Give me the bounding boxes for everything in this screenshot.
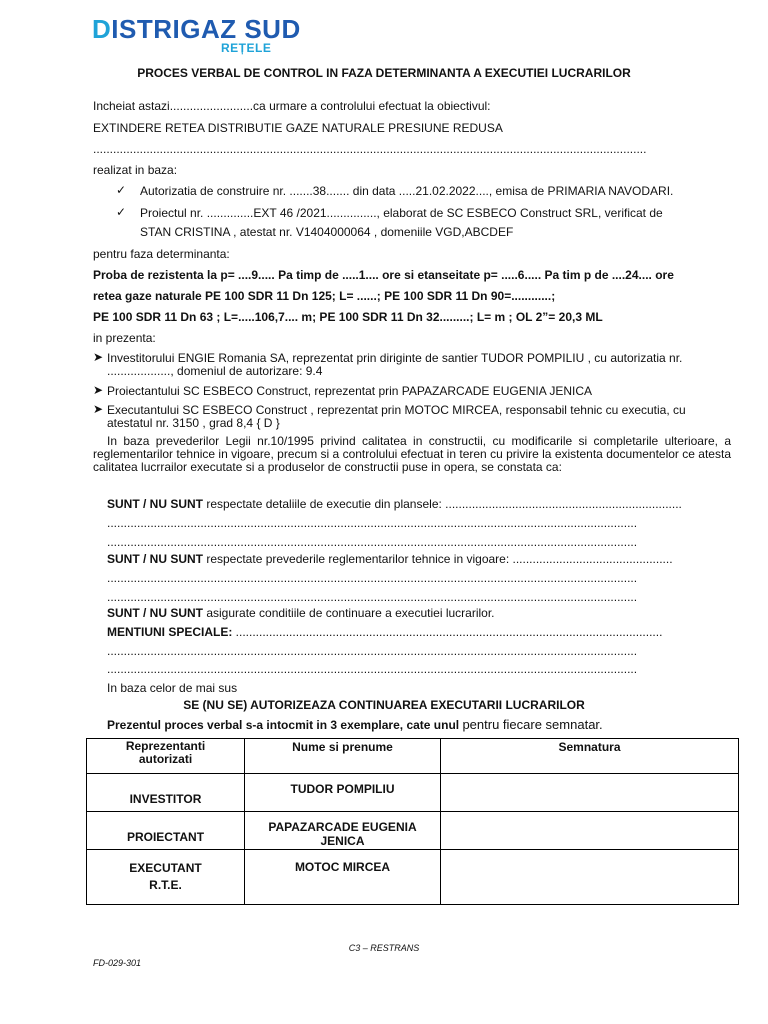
table-row (87, 774, 739, 812)
intro-line: Incheiat astazi.........................ca urmare a controlului efectuat la obiectivul: (93, 99, 491, 113)
sunt-text-1: respectate detaliile de executie din plansele: ....................................................................... (203, 497, 682, 511)
table-header-row (87, 739, 739, 774)
role-investor: INVESTITOR (87, 774, 245, 812)
dots-line: ............................................................................................................................................................... (107, 662, 638, 676)
signature-cell (441, 850, 739, 905)
investor-line-1: Investitorului ENGIE Romania SA, reprezentat prin diriginte de santier TUDOR POMPILIU , cu autorizatia nr. (107, 351, 683, 365)
logo-subtitle: REȚELE (221, 41, 272, 55)
dots-line: ...................................................................................................................................................................... (93, 142, 647, 156)
sunt-label: SUNT / NU SUNT (107, 552, 203, 566)
name-contractor: MOTOC MIRCEA (245, 850, 441, 905)
table-row (87, 850, 739, 905)
document-title: PROCES VERBAL DE CONTROL IN FAZA DETERMINANTA A EXECUTIEI LUCRARILOR (137, 66, 631, 80)
signature-cell (441, 812, 739, 850)
sunt-line-2 (107, 552, 673, 566)
header-representatives: Reprezentanti autorizati (87, 739, 245, 774)
presence-label: in prezenta: (93, 331, 156, 345)
contractor-line-1: Executantului SC ESBECO Construct , reprezentat prin MOTOC MIRCEA, responsabil tehnic cu executia, cu (107, 403, 686, 417)
realizat-line: realizat in baza: (93, 163, 178, 177)
table-row (87, 812, 739, 850)
copies-normal: pentru fiecare semnatar. (462, 717, 603, 732)
company-logo (92, 14, 301, 58)
role-contractor-line-2: R.T.E. (149, 878, 182, 892)
sunt-text-2: respectate prevederile reglementarilor tehnice in vigoare: ................................................ (203, 552, 673, 566)
footer-classification: C3 – RESTRANS (348, 943, 420, 953)
proba-line-3: PE 100 SDR 11 Dn 63 ; L=.....106,7.... m; PE 100 SDR 11 Dn 32.........; L= m ; OL 2”= 20,3 ML (93, 310, 603, 324)
copies-bold: Prezentul proces verbal s-a intocmit in 3 exemplare, cate unul (107, 718, 463, 732)
sunt-text-3: asigurate conditiile de continuare a executiei lucrarilor. (203, 606, 495, 620)
proba-line-1: Proba de rezistenta la p= ....9..... Pa timp de .....1.... ore si etanseitate p= .....6..... Pa tim p de ....24.... ore (93, 268, 674, 282)
project-line: Proiectul nr. ..............EXT 46 /2021..............., elaborat de SC ESBECO Construct SRL, verificat de (140, 206, 663, 220)
verifier-line: STAN CRISTINA , atestat nr. V1404000064 , domeniile VGD,ABCDEF (140, 225, 514, 239)
special-mentions-line (107, 625, 662, 639)
contractor-line-2: atestatul nr. 3150 , grad 8,4 { D } (107, 416, 280, 430)
logo-first-letter: D (92, 14, 112, 44)
designer-line: Proiectantului SC ESBECO Construct, reprezentat prin PAPAZARCADE EUGENIA JENICA (107, 384, 593, 398)
role-contractor-line-1: EXECUTANT (129, 861, 202, 875)
sunt-label: SUNT / NU SUNT (107, 606, 203, 620)
header-name: Nume si prenume (245, 739, 441, 774)
name-designer: PAPAZARCADE EUGENIA JENICA (245, 812, 441, 850)
signature-table (86, 738, 739, 905)
dots-line: ............................................................................................................................................................... (107, 571, 638, 585)
header-signature: Semnatura (441, 739, 739, 774)
phase-label: pentru faza determinanta: (93, 247, 230, 261)
name-investor: TUDOR POMPILIU (245, 774, 441, 812)
role-contractor (87, 850, 245, 905)
dots-line: ............................................................................................................................................................... (107, 644, 638, 658)
arrow-icon: ➤ (93, 383, 104, 397)
dots-line: ............................................................................................................................................................... (107, 590, 638, 604)
mentions-dots: ................................................................................................................................ (232, 625, 663, 639)
sunt-label: SUNT / NU SUNT (107, 497, 203, 511)
logo-rest-text: ISTRIGAZ SUD (111, 14, 301, 44)
check-icon: ✓ (116, 205, 127, 219)
law-paragraph: In baza prevederilor Legii nr.10/1995 privind calitatea in constructii, cu modificarile si completarile ulterioare, a reglementarilor tehnice in vigoare, precum si a controlului efectuat in teren cu privire la existenta documentelor ce atesta calitatea lucrrailor executate si a produselor de constructii puse in opera, se constata ca: (93, 434, 731, 474)
dots-line: ............................................................................................................................................................... (107, 535, 638, 549)
arrow-icon: ➤ (93, 402, 104, 416)
copies-line (107, 717, 603, 732)
mentions-label: MENTIUNI SPECIALE: (107, 625, 233, 639)
signature-cell (441, 774, 739, 812)
investor-line-2: ..................., domeniul de autorizare: 9.4 (107, 364, 323, 378)
footer-form-code: FD-029-301 (93, 958, 142, 968)
authorization-line: Autorizatia de construire nr. .......38....... din data .....21.02.2022...., emisa de PRIMARIA NAVODARI. (140, 184, 674, 198)
proba-line-2: retea gaze naturale PE 100 SDR 11 Dn 125; L= ......; PE 100 SDR 11 Dn 90=............; (93, 289, 556, 303)
dots-line: ............................................................................................................................................................... (107, 516, 638, 530)
arrow-icon: ➤ (93, 350, 104, 364)
check-icon: ✓ (116, 183, 127, 197)
authorization-statement: SE (NU SE) AUTORIZEAZA CONTINUAREA EXECUTARII LUCRARILOR (183, 698, 585, 712)
sunt-line-1 (107, 497, 682, 511)
objective-line: EXTINDERE RETEA DISTRIBUTIE GAZE NATURALE PRESIUNE REDUSA (93, 121, 503, 135)
baza-line: In baza celor de mai sus (107, 681, 238, 695)
role-designer: PROIECTANT (87, 812, 245, 850)
sunt-line-3 (107, 606, 495, 620)
